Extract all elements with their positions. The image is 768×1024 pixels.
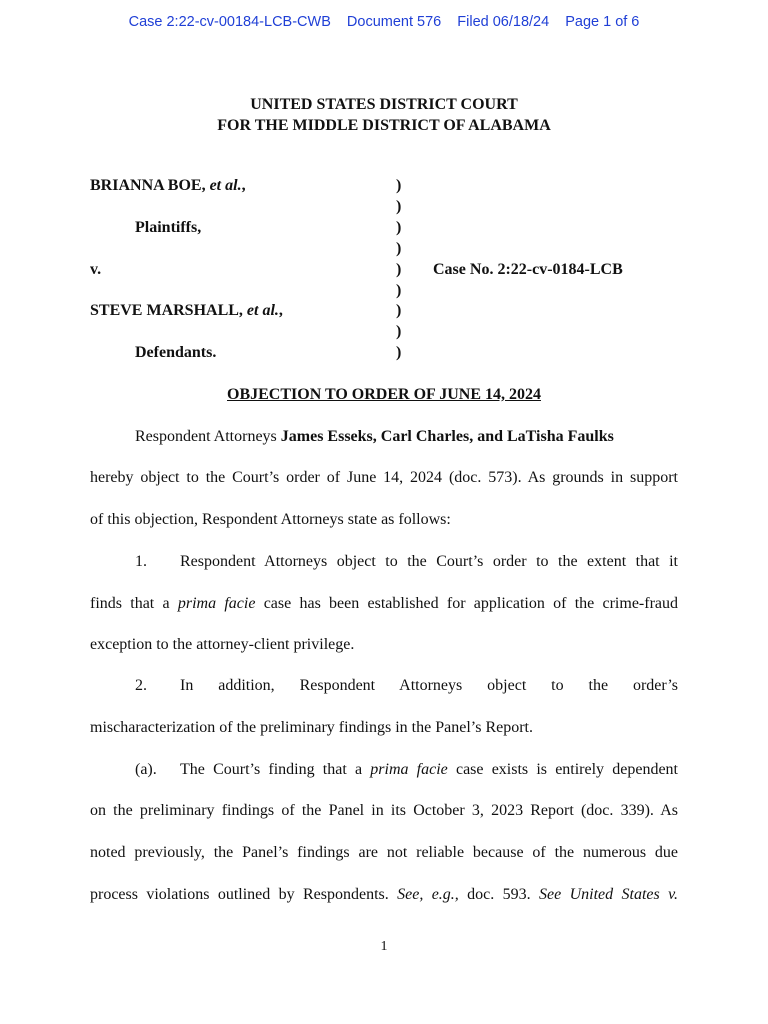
case-number: Case No. 2:22-cv-0184-LCB	[433, 261, 623, 278]
court-heading	[0, 94, 768, 136]
caption-paren: )	[396, 198, 402, 215]
paragraph-1-line	[135, 553, 678, 571]
body-line	[135, 428, 678, 446]
paragraph-number: (a).	[135, 761, 157, 778]
body-line: of this objection, Respondent Attorneys state as follows:	[90, 511, 451, 528]
italic-term: prima facie	[177, 595, 256, 612]
ecf-header	[0, 14, 768, 30]
body-text: process violations outlined by Respondents.	[90, 886, 398, 903]
document-title: OBJECTION TO ORDER OF JUNE 14, 2024	[227, 386, 541, 403]
defendant-comma: ,	[278, 302, 283, 319]
body-text: The Court’s finding that a	[180, 761, 371, 778]
defendant-name: STEVE MARSHALL,	[90, 302, 247, 319]
caption-paren: )	[396, 344, 402, 361]
caption-paren: )	[396, 302, 402, 319]
body-text: doc. 593.	[458, 886, 540, 903]
caption-paren: )	[396, 282, 402, 299]
defendants-label: Defendants.	[135, 344, 217, 361]
body-text: Respondent Attorneys	[135, 428, 281, 445]
paragraph-a-line	[135, 761, 678, 779]
versus-label: v.	[90, 261, 102, 278]
court-district: FOR THE MIDDLE DISTRICT OF ALABAMA	[217, 117, 551, 134]
case-citation: See United States v.	[539, 886, 678, 903]
body-text: finds that a	[90, 595, 178, 612]
body-line: noted previously, the Panel’s findings are not reliable because of the numerous due	[90, 844, 678, 861]
body-text: Respondent Attorneys object to the Court’s order to the extent that it	[180, 553, 678, 570]
paragraph-number: 2.	[135, 677, 147, 694]
defendant-et-al: et al.	[246, 302, 279, 319]
body-text: case exists is entirely dependent	[447, 761, 678, 778]
body-line	[90, 886, 678, 904]
plaintiff-party	[90, 177, 246, 195]
caption-paren: )	[396, 261, 402, 278]
caption-paren: )	[396, 177, 402, 194]
respondent-names: James Esseks, Carl Charles, and LaTisha Faulks	[280, 428, 614, 445]
caption-paren: )	[396, 219, 402, 236]
body-line: hereby object to the Court’s order of June 14, 2024 (doc. 573). As grounds in support	[90, 469, 678, 486]
caption-paren: )	[396, 240, 402, 257]
page-number: 1	[380, 939, 388, 954]
citation-signal: See, e.g.,	[397, 886, 459, 903]
body-text: In addition, Respondent Attorneys object to the order’s	[180, 677, 678, 694]
defendant-party	[90, 302, 283, 320]
plaintiff-comma: ,	[241, 177, 246, 194]
body-line: mischaracterization of the preliminary findings in the Panel’s Report.	[90, 719, 533, 736]
document-number-header: Document 576	[346, 14, 442, 30]
court-name: UNITED STATES DISTRICT COURT	[250, 96, 518, 113]
plaintiff-name: BRIANNA BOE,	[90, 177, 210, 194]
italic-term: prima facie	[370, 761, 448, 778]
paragraph-2-line	[135, 677, 678, 695]
paragraph-number: 1.	[135, 553, 147, 570]
body-text: case has been established for application of the crime-fraud	[255, 595, 679, 612]
plaintiffs-label: Plaintiffs,	[135, 219, 202, 236]
case-number-header: Case 2:22-cv-00184-LCB-CWB	[128, 14, 331, 30]
page-count-header: Page 1 of 6	[565, 14, 640, 30]
caption-paren: )	[396, 323, 402, 340]
body-line: exception to the attorney-client privilege.	[90, 636, 355, 653]
filed-date-header: Filed 06/18/24	[457, 14, 550, 30]
plaintiff-et-al: et al.	[209, 177, 242, 194]
body-line	[90, 595, 678, 613]
body-line: on the preliminary findings of the Panel in its October 3, 2023 Report (doc. 339). As	[90, 802, 678, 819]
